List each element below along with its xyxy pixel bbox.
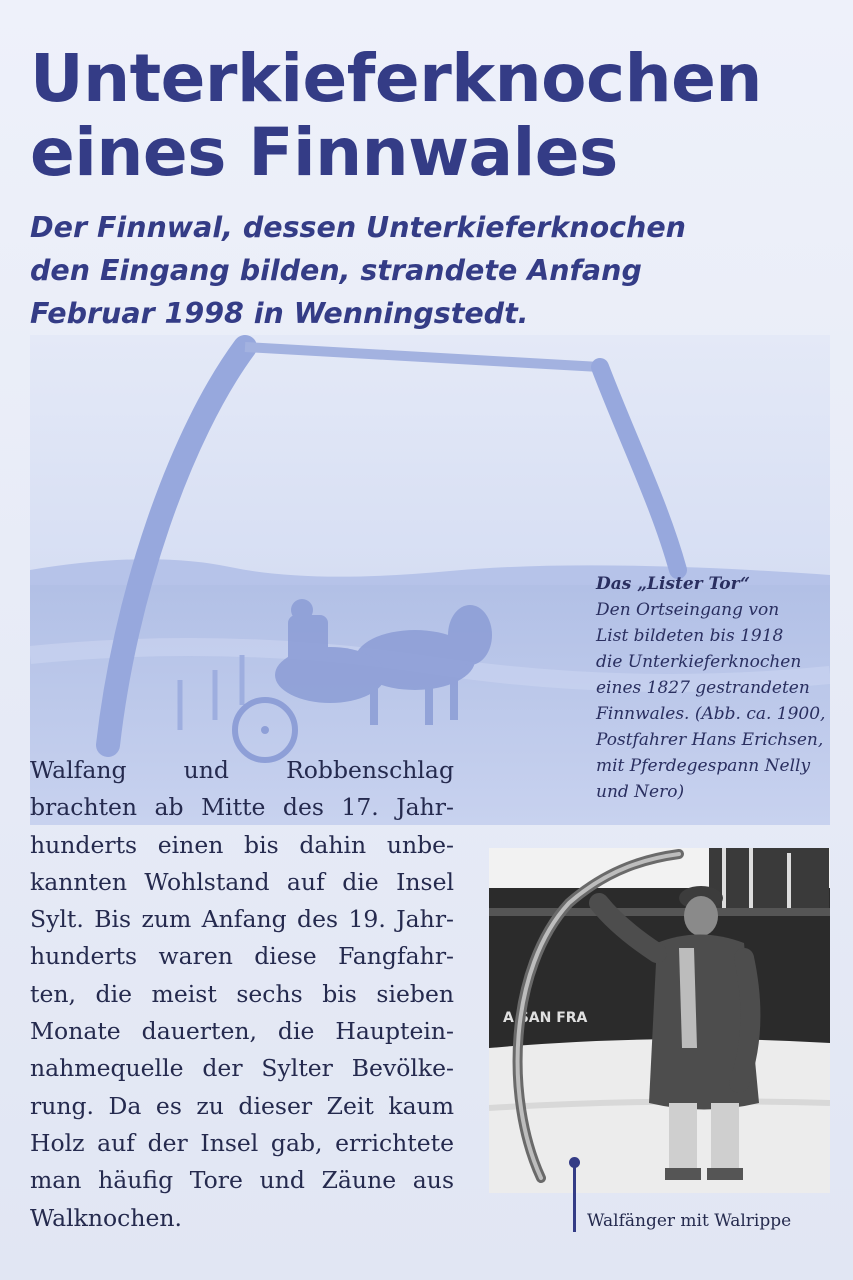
body-line: hunderts einen bis dahin unbe- — [30, 830, 454, 859]
photo-caption-line: mit Pferdegespann Nelly — [596, 756, 811, 776]
body-line: Walfang und Robbenschlag — [30, 756, 454, 784]
photo-caption-line: und Nero) — [596, 782, 685, 802]
body-line: kannten Wohlstand auf die Insel — [30, 867, 454, 896]
title-line-1: Unterkieferknochen — [30, 40, 762, 117]
subtitle-line-2: den Eingang bilden, strandete Anfang — [30, 254, 642, 287]
body-line: rung. Da es zu dieser Zeit kaum — [30, 1091, 454, 1120]
whaler-photo-caption: Walfänger mit Walrippe — [587, 1211, 792, 1231]
photo-caption-line: die Unterkieferknochen — [596, 652, 802, 672]
page-title — [30, 42, 830, 190]
whaler-photo — [489, 848, 830, 1193]
body-line: ten, die meist sechs bis sieben — [30, 979, 454, 1008]
body-line: Monate dauerten, die Hauptein- — [30, 1017, 454, 1046]
photo-caption-line: Postfahrer Hans Erichsen, — [596, 730, 824, 750]
caption-pointer-line — [573, 1165, 576, 1232]
body-line: Holz auf der Insel gab, errichtete — [30, 1128, 454, 1157]
body-paragraph — [30, 752, 454, 1237]
subtitle-line-1: Der Finnwal, dessen Unterkieferknochen — [30, 211, 686, 244]
photo-caption-line: List bildeten bis 1918 — [596, 626, 784, 646]
photo-caption-title: Das „Lister Tor“ — [596, 574, 750, 594]
body-line: hunderts waren diese Fangfahr- — [30, 942, 454, 971]
body-line: Sylt. Bis zum Anfang des 19. Jahr- — [30, 905, 454, 934]
photo-caption-line: Finnwales. (Abb. ca. 1900, — [596, 704, 826, 724]
photo-caption-line: eines 1827 gestrandeten — [596, 678, 810, 698]
body-line: brachten ab Mitte des 17. Jahr- — [30, 793, 454, 822]
photo-caption — [596, 571, 836, 805]
body-line: nahmequelle der Sylter Bevölke- — [30, 1054, 454, 1083]
body-line: man häufig Tore und Zäune aus — [30, 1166, 454, 1195]
title-line-2: eines Finnwales — [30, 114, 618, 191]
subtitle-line-3: Februar 1998 in Wenningstedt. — [30, 297, 529, 330]
photo-caption-line: Den Ortseingang von — [596, 600, 780, 620]
subtitle — [30, 206, 820, 335]
ship-lettering: A SAN FRA — [503, 1010, 588, 1026]
body-line: Walknochen. — [30, 1203, 182, 1232]
